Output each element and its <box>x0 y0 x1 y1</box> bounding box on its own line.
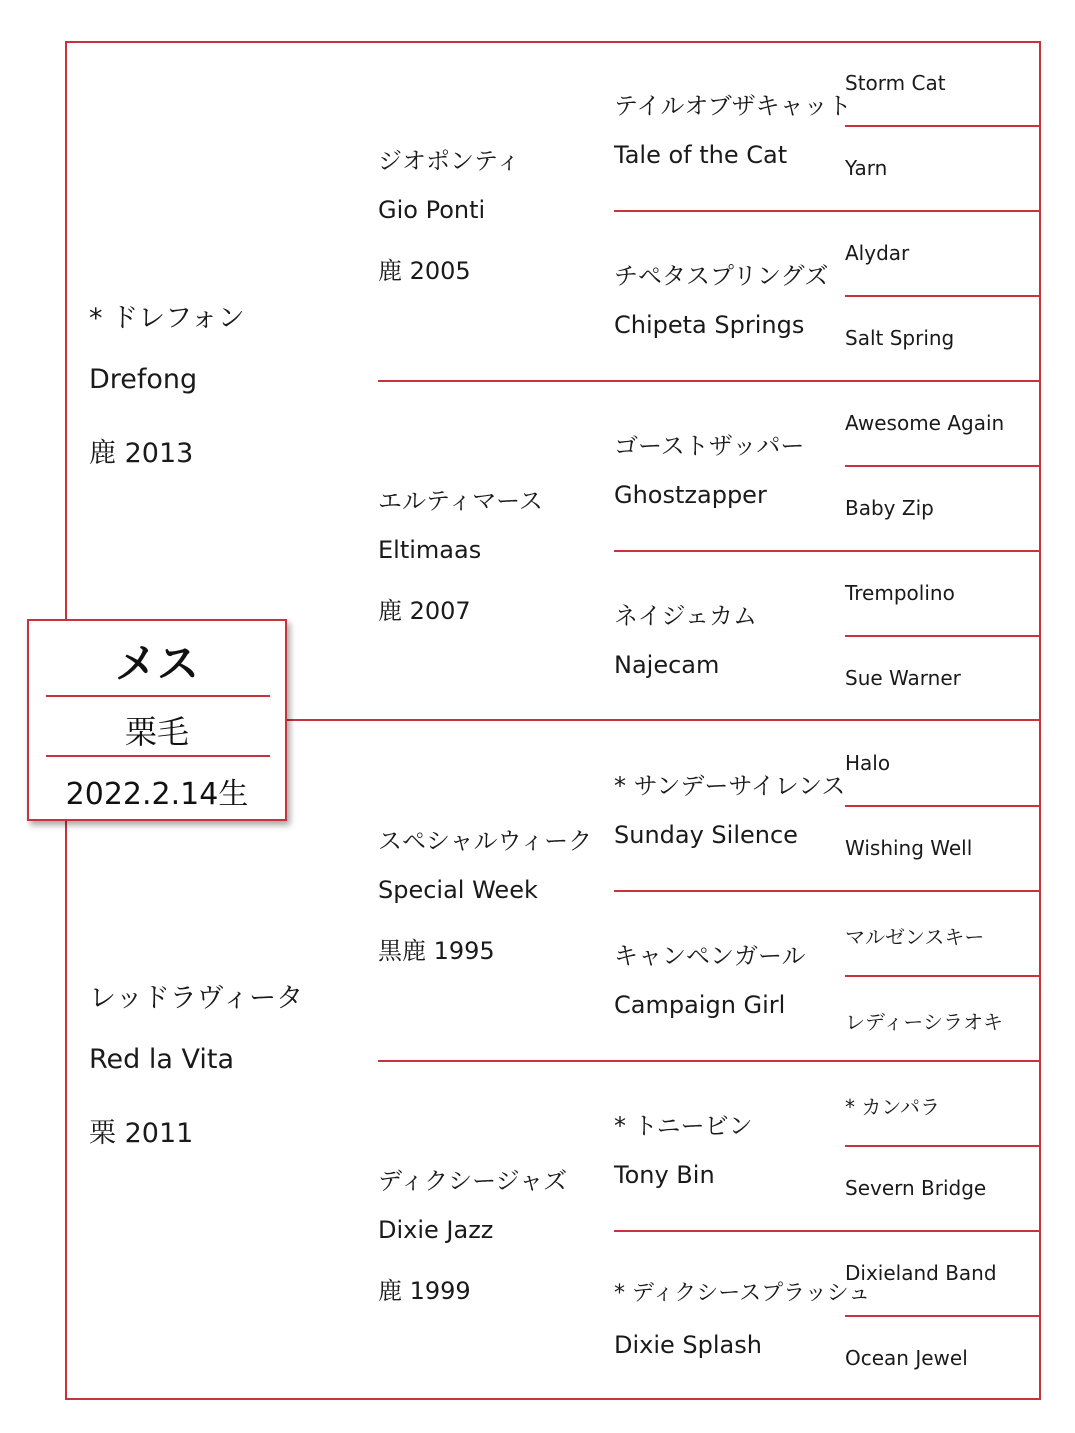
gen3-name-ja: * ディクシースプラッシュ <box>614 1281 871 1306</box>
divider-gen2-bottom <box>378 1060 1041 1062</box>
gen4-name: Alydar <box>845 241 910 265</box>
divider-gen4 <box>845 125 1041 127</box>
subject-sex: メス <box>114 639 199 688</box>
gen2-name-en: Dixie Jazz <box>378 1216 494 1244</box>
divider-gen4 <box>845 975 1041 977</box>
gen4-name: Trempolino <box>845 581 955 605</box>
gen4-name: Baby Zip <box>845 496 934 520</box>
divider-gen3 <box>614 890 1041 892</box>
gen3-name-ja: * サンデーサイレンス <box>614 772 846 800</box>
gen4-name: Salt Spring <box>845 326 955 350</box>
divider-gen3 <box>614 550 1041 552</box>
gen4-name: Awesome Again <box>845 411 1005 435</box>
gen2-name-ja: ディクシージャズ <box>378 1167 568 1195</box>
gen4-name: Sue Warner <box>845 666 961 690</box>
gen4-name: Severn Bridge <box>845 1176 987 1200</box>
divider-gen3 <box>614 1230 1041 1232</box>
subject-birth-date: 2022.2.14生 <box>65 777 249 812</box>
sire-name-ja: * ドレフォン <box>89 303 245 334</box>
gen3-name-ja: チペタスプリングズ <box>614 262 829 290</box>
divider-gen4 <box>845 635 1041 637</box>
gen4-name: Storm Cat <box>845 71 946 95</box>
gen3-name-en: Ghostzapper <box>614 481 767 509</box>
gen3-name-ja: * トニービン <box>614 1112 753 1140</box>
gen4-name: レディーシラオキ <box>845 1010 1003 1034</box>
subject-coat-color: 栗毛 <box>124 713 189 751</box>
sire-name-en: Drefong <box>89 364 198 395</box>
gen2-name-ja: エルティマース <box>378 487 543 515</box>
gen2-info: 鹿 1999 <box>378 1277 471 1305</box>
gen4-name: Yarn <box>845 156 888 180</box>
divider-gen4 <box>845 1315 1041 1317</box>
divider-gen2-top <box>378 380 1041 382</box>
gen4-name: Wishing Well <box>845 836 973 860</box>
dam-info: 栗 2011 <box>89 1118 194 1149</box>
gen3-name-ja: テイルオブザキャット <box>614 92 852 120</box>
gen3-name-en: Tale of the Cat <box>614 141 788 169</box>
divider-gen4 <box>845 295 1041 297</box>
gen3-name-en: Najecam <box>614 651 720 679</box>
card-divider <box>46 755 270 757</box>
gen3-name-en: Tony Bin <box>614 1161 715 1189</box>
gen2-info: 黒鹿 1995 <box>378 937 495 965</box>
dam-name-en: Red la Vita <box>89 1044 235 1075</box>
gen3-name-ja: ゴーストザッパー <box>614 432 805 460</box>
gen3-name-en: Campaign Girl <box>614 991 786 1019</box>
gen3-name-en: Sunday Silence <box>614 821 798 849</box>
dam-name-ja: レッドラヴィータ <box>89 983 304 1014</box>
gen3-name-ja: ネイジェカム <box>614 602 758 630</box>
divider-gen4 <box>845 465 1041 467</box>
gen4-name: Dixieland Band <box>845 1261 997 1285</box>
subject-card <box>27 619 287 821</box>
gen3-name-en: Dixie Splash <box>614 1331 762 1359</box>
gen2-name-ja: ジオポンティ <box>378 147 521 175</box>
gen2-name-en: Special Week <box>378 876 538 904</box>
gen2-info: 鹿 2005 <box>378 257 471 285</box>
divider-sire-dam <box>287 719 1041 721</box>
gen4-name: Halo <box>845 751 891 775</box>
gen3-name-ja: キャンペンガール <box>614 942 806 970</box>
gen2-name-en: Eltimaas <box>378 536 482 564</box>
gen4-name: * カンパラ <box>845 1095 940 1119</box>
divider-gen4 <box>845 1145 1041 1147</box>
divider-gen3 <box>614 210 1041 212</box>
gen2-info: 鹿 2007 <box>378 597 471 625</box>
gen4-name: Ocean Jewel <box>845 1346 968 1370</box>
card-divider <box>46 695 270 697</box>
sire-info: 鹿 2013 <box>89 438 194 469</box>
gen3-name-en: Chipeta Springs <box>614 311 805 339</box>
gen4-name: マルゼンスキー <box>845 925 985 949</box>
gen2-name-ja: スペシャルウィーク <box>378 827 593 855</box>
divider-gen4 <box>845 805 1041 807</box>
gen2-name-en: Gio Ponti <box>378 196 486 224</box>
